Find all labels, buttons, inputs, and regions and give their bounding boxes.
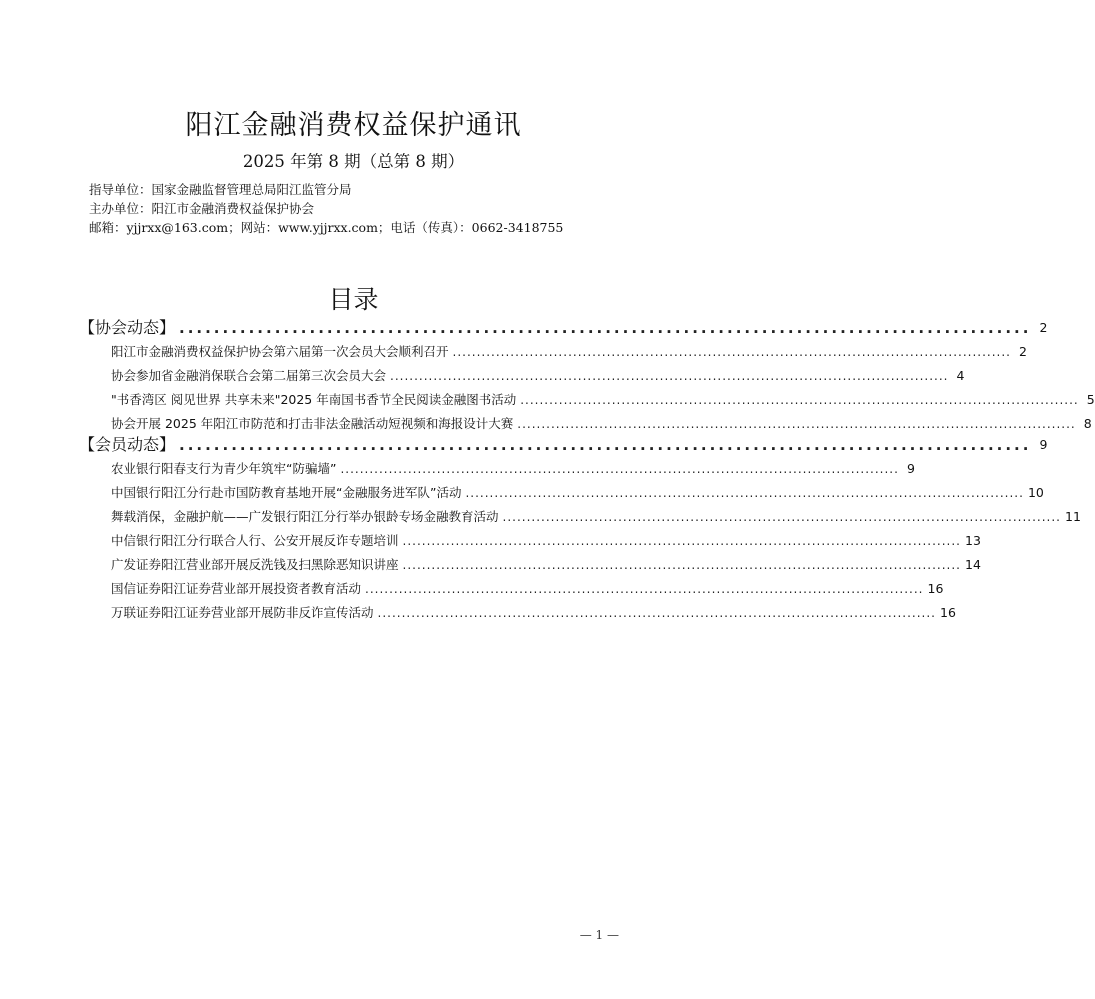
toc-leader: .................................................................................................................... (517, 417, 1076, 431)
toc-page-number: 2 (1039, 320, 1048, 335)
toc-page-number: 13 (965, 533, 981, 548)
toc-entry[interactable] (111, 483, 1044, 503)
toc-entry-label: 农业银行阳春支行为青少年筑牢“防骗墙” (111, 461, 337, 476)
page-number: — 1 — (579, 928, 619, 942)
toc-section[interactable] (79, 434, 1048, 456)
toc-entry[interactable] (111, 390, 1095, 410)
toc-leader: .................................................................................................................... (377, 606, 936, 620)
toc-leader: .................................................................................................. (179, 319, 1032, 337)
host-unit: 主办单位：阳江市金融消费权益保护协会 (89, 201, 315, 216)
toc-entry-label: 中国银行阳江分行赴市国防教育基地开展“金融服务进军队”活动 (111, 485, 462, 500)
toc-page-number: 5 (1086, 392, 1095, 407)
toc-page-number: 16 (927, 581, 944, 596)
toc-entry[interactable] (111, 507, 1081, 527)
toc-page-number: 4 (956, 368, 965, 383)
toc-entry-label: 国信证券阳江证券营业部开展投资者教育活动 (111, 581, 362, 596)
toc-leader: .................................................................................................................... (520, 393, 1079, 407)
toc-entry[interactable] (111, 366, 965, 386)
toc-page-number: 8 (1083, 416, 1092, 431)
toc-leader: .................................................................................................. (179, 436, 1032, 454)
contact-info: 邮箱：yjjrxx@163.com；网站：www.yjjrxx.com；电话（传真）：0662-3418755 (89, 220, 564, 235)
toc-leader: .................................................................................................................... (365, 582, 924, 596)
toc-leader: .................................................................................................................... (402, 534, 961, 548)
toc-section-label: 【协会动态】 (79, 318, 176, 337)
toc-entry[interactable] (111, 555, 981, 575)
toc-page-number: 11 (1065, 509, 1081, 524)
newsletter-title: 阳江金融消费权益保护通讯 (185, 110, 522, 141)
toc-leader: .................................................................................................................... (452, 345, 1011, 359)
guide-unit: 指导单位：国家金融监督管理总局阳江监管分局 (89, 182, 352, 197)
toc-section-label: 【会员动态】 (79, 435, 176, 454)
toc-page-number: 9 (906, 461, 915, 476)
toc-entry[interactable] (111, 531, 981, 551)
toc-page-number: 2 (1019, 344, 1027, 359)
toc-section[interactable] (79, 317, 1048, 339)
toc-entry-label: 万联证券阳江证券营业部开展防非反诈宣传活动 (111, 605, 374, 620)
toc-title: 目录 (328, 285, 379, 314)
toc-entry-label: 广发证券阳江营业部开展反洗钱及扫黑除恶知识讲座 (111, 557, 399, 572)
toc-entry[interactable] (111, 579, 944, 599)
toc-page-number: 16 (940, 605, 956, 620)
toc-leader: .................................................................................................................... (402, 558, 961, 572)
toc-entry[interactable] (111, 459, 915, 479)
toc-leader: .................................................................................................................... (390, 369, 949, 383)
toc-entry-label: 协会开展 2025 年阳江市防范和打击非法金融活动短视频和海报设计大赛 (111, 416, 514, 431)
toc-leader: .................................................................................................................... (465, 486, 1024, 500)
toc-entry-label: 协会参加省金融消保联合会第二届第三次会员大会 (111, 368, 387, 383)
toc-entry-label: "书香湾区 阅见世界 共享未来"2025 年南国书香节全民阅读金融图书活动 (111, 392, 517, 407)
toc-leader: .................................................................................................................... (502, 510, 1061, 524)
issue-number: 2025 年第 8 期（总第 8 期） (242, 152, 465, 171)
toc-page-number: 14 (965, 557, 981, 572)
toc-entry[interactable] (111, 603, 956, 623)
toc-entry-label: 中信银行阳江分行联合人行、公安开展反诈专题培训 (111, 533, 399, 548)
toc-entry-label: 阳江市金融消费权益保护协会第六届第一次会员大会顺利召开 (111, 344, 449, 359)
toc-leader: .................................................................................................................... (340, 462, 899, 476)
toc-entry-label: 舞载消保，金融护航——广发银行阳江分行举办银龄专场金融教育活动 (111, 509, 499, 524)
toc-entry[interactable] (111, 342, 1027, 362)
toc-page-number: 10 (1027, 485, 1044, 500)
toc-entry[interactable] (111, 414, 1092, 434)
toc-page-number: 9 (1039, 437, 1048, 452)
